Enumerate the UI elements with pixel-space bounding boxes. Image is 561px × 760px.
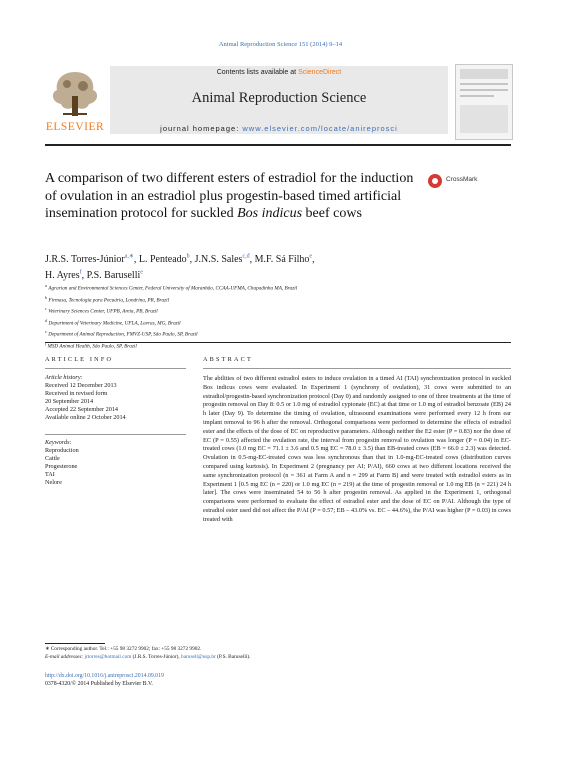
- email-link[interactable]: barusell@usp.br: [181, 653, 216, 660]
- author[interactable]: J.N.S. Sales$^{c,d}$,: [194, 254, 255, 266]
- affiliation-list: [45, 282, 511, 351]
- abstract-heading: ABSTRACT: [203, 356, 253, 363]
- abstract-text: The abilities of two different estradiol esters to induce ovulation in a timed AI (TAI) synchronization protocol in suckled Bos indicus cows were evaluated. In Experiment 1 (synchrony of ovulation), 31 cows were submitted to an estradiol/progestin-based synchronization protocol (Day 0) and randomly assigned to one of three treatments at the time of progestin removal on Day 8: 0.5 or 1.0 mg of estradiol cypionate (EC) at that time or 1.0 mg of estradiol benzoate (EB) 24 h later (Day 9). To determine the timing of ovulation, ultrasound examinations were performed every 12 h from ear implant removal to 96 h after the removal. Orthogonal comparisons were performed to determine the effects of estradiol ester and the effects of the dose of EC on reproductive parameters. Although neither the E2 ester (P = 0.83) nor the dose of EC (P = 0.55) affected the ovulation rate, the interval from progestin removal to ovulation was longer (P = 0.04) in EC-treated cows (1.0 mg EC = 71.1 ± 3.6 and 0.5 mg EC = 78.0 ± 3.5) than EB-treated cows (EB = 66.0 ± 2.3) was detected. Ovulation in 0.5-mg-EC-treated cows was less synchronous than that in 1.0-mg-EC-treated cows (distribution curves compared using kurtosis). In Experiment 2 (pregnancy per AI; P/AI), 660 cows at two different locations received the same synchronization protocol (n = 361 at Farm A and n = 299 at Farm B) and were treated with estradiol esters as in Experiment 1 [0.5 mg EC (n = 220) or 1.0 mg EC (n = 219) at the time of progestin removal or 1.0 mg EB (n = 221) 24 h later]. The cows were inseminated 54 to 56 h after progestin removal. As applied in the Experiment 1, orthogonal comparisons were performed to evaluate the effect of estradiol ester and the dose of EC on P/AI. Although the type of estradiol ester used did not affect the P/AI (P = 0.57; EB – 43.0% vs. EC – 44.6%), the P/AI was higher (P = 0.03) in cows treated with: [203, 375, 511, 523]
- doi-link[interactable]: http://dx.doi.org/10.1016/j.anireprosci.2014.09.019: [45, 673, 164, 679]
- email-label: E-mail addresses:: [45, 653, 84, 660]
- corresponding-author-footnote: [45, 646, 511, 662]
- history-label: Article history:: [45, 374, 83, 381]
- journal-title: Animal Reproduction Science: [191, 90, 367, 106]
- history-item: Received in revised form: [45, 390, 108, 397]
- affiliation: $^b$ Firmasa, Tecnologia para Pecuária, Londrina, PR, Brazil: [45, 294, 170, 304]
- history-item: 20 September 2014: [45, 398, 94, 405]
- author[interactable]: M.F. Sá Filho$^e$,: [254, 254, 315, 266]
- affiliation: $^a$ Agrarian and Environmental Sciences Center, Federal University of Maranhão, CCAA-UFMA, Chapadinha MA, Brazil: [45, 283, 298, 292]
- affiliation: $^d$ Department of Veterinary Medicine, UFLA, Lavras, MG, Brazil: [45, 317, 181, 327]
- keyword: Nelore: [45, 479, 62, 486]
- title-species: Bos indicus: [237, 206, 303, 222]
- email-owner: (P.S. Baruselli).: [215, 653, 251, 660]
- contents-available: [110, 69, 448, 76]
- keyword: Progesterone: [45, 463, 78, 470]
- author[interactable]: H. Ayres$^f$,: [45, 269, 87, 281]
- title-text: A comparison of two different esters of estradiol for the induction of ovulation in an estradiol plus progestin-based timed artificial insemination protocol for suckled: [45, 171, 414, 222]
- article-title: [45, 170, 425, 223]
- corresponding-author: ∗ Corresponding author. Tel.: +55 98 3272 9902; fax: +55 98 3272 9902.: [45, 646, 202, 652]
- author[interactable]: P.S. Baruselli$^e$: [86, 269, 143, 281]
- header-divider: [45, 342, 511, 343]
- keyword: TAI: [45, 471, 55, 478]
- email-owner: (J.R.S. Torres-Júnior),: [131, 653, 182, 660]
- article-history: [45, 374, 195, 422]
- journal-homepage: [110, 124, 448, 133]
- homepage-label: journal homepage:: [160, 124, 243, 133]
- contents-label: Contents lists available at: [216, 69, 299, 76]
- copyright-line: 0378-4320/© 2014 Published by Elsevier B.V.: [45, 681, 153, 687]
- title-text-end: beef cows: [302, 206, 362, 222]
- author[interactable]: J.R.S. Torres-Júnior$^{a,∗}$,: [45, 254, 139, 266]
- sciencedirect-link[interactable]: ScienceDirect: [298, 69, 342, 76]
- affiliation: $^c$ Veterinary Sciences Center, UFPB, Areia, PB, Brazil: [45, 306, 158, 315]
- keywords-rule: [45, 434, 186, 435]
- affiliation: $^f$ MSD Animal Health, São Paulo, SP, Brazil: [45, 340, 137, 350]
- email-link[interactable]: jrtorres@hotmail.com: [84, 653, 132, 660]
- history-item: Available online 2 October 2014: [45, 414, 126, 421]
- article-info-rule: [45, 368, 186, 369]
- keywords-label: Keywords:: [45, 439, 72, 446]
- footnote-rule: [45, 643, 105, 644]
- keyword: Reproduction: [45, 447, 79, 454]
- article-info-heading: ARTICLE INFO: [45, 356, 114, 363]
- author-list: [45, 251, 465, 282]
- keywords: [45, 439, 195, 487]
- elsevier-wordmark: ELSEVIER: [45, 121, 105, 133]
- journal-citation[interactable]: Animal Reproduction Science 151 (2014) 9–14: [218, 41, 343, 48]
- keyword: Cattle: [45, 455, 60, 462]
- crossmark-label: CrossMark: [446, 176, 478, 183]
- affiliation: $^e$ Department of Animal Reproduction, FMVZ-USP, São Paulo, SP, Brazil: [45, 329, 198, 338]
- journal-cover-thumbnail[interactable]: [455, 64, 513, 140]
- history-item: Received 12 December 2013: [45, 382, 117, 389]
- email-line: [45, 654, 511, 662]
- masthead-rule: [45, 144, 511, 146]
- history-item: Accepted 22 September 2014: [45, 406, 119, 413]
- author[interactable]: L. Penteado$^b$,: [138, 254, 195, 266]
- abstract-rule: [203, 368, 511, 369]
- crossmark-badge[interactable]: [428, 174, 512, 190]
- homepage-link[interactable]: www.elsevier.com/locate/anireprosci: [242, 124, 398, 133]
- crossmark-icon: [428, 174, 442, 188]
